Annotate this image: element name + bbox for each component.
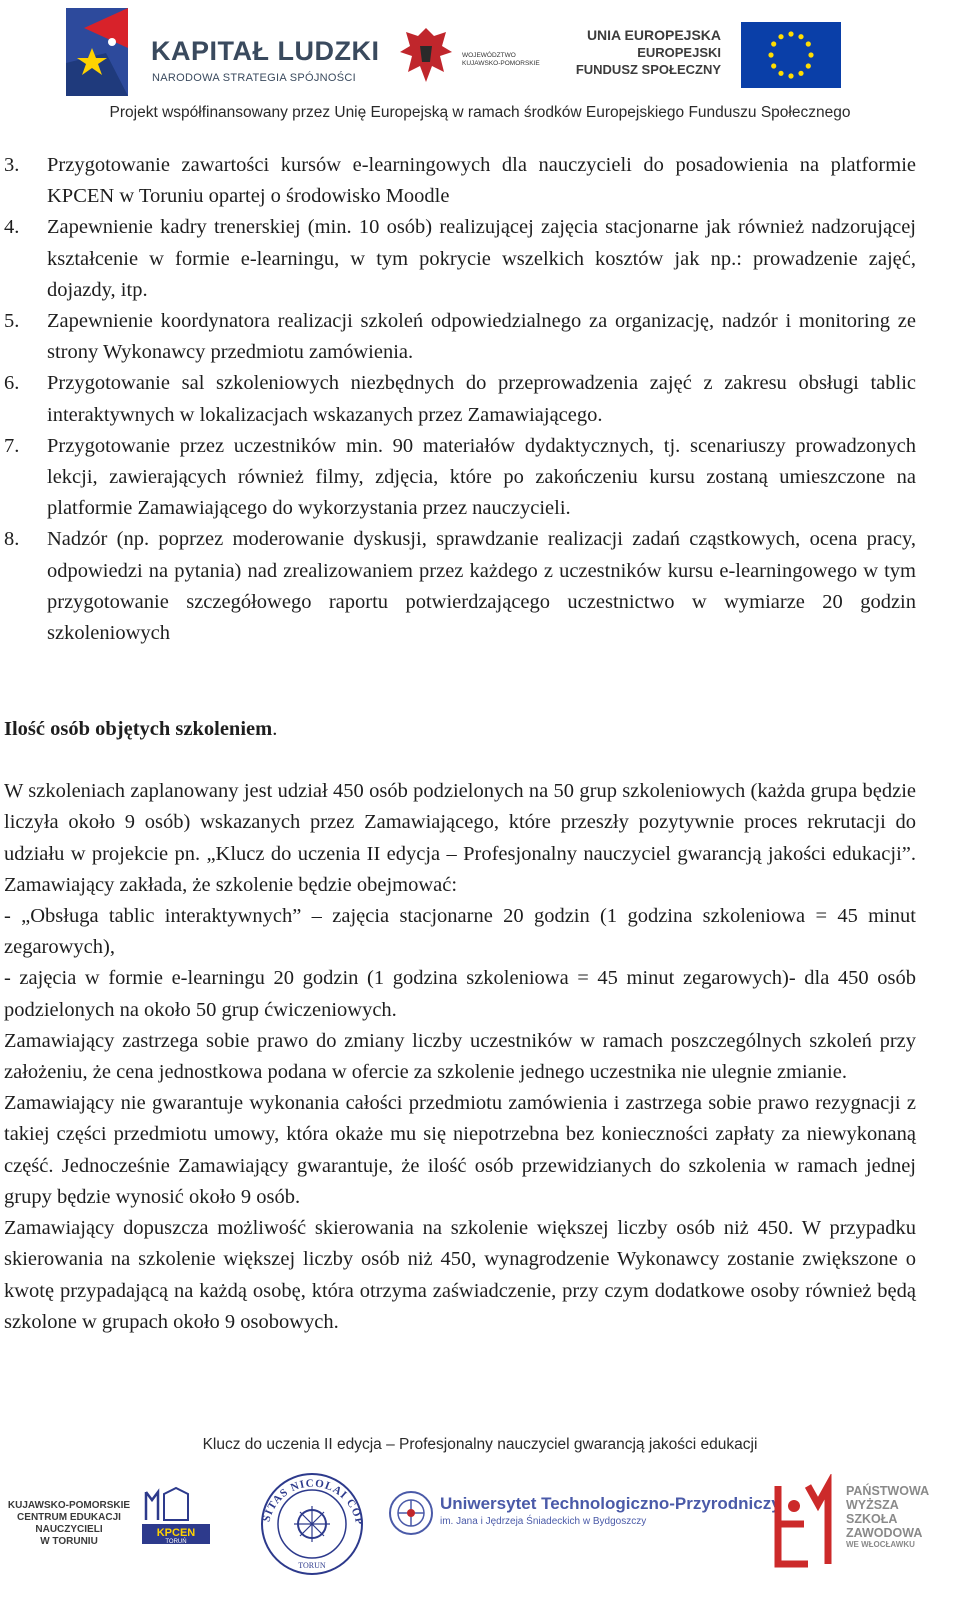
list-item bbox=[4, 368, 916, 430]
svg-text:TORUN: TORUN bbox=[298, 1561, 326, 1570]
list-item bbox=[4, 524, 916, 649]
utp-text: Uniwersytet Technologiczno-Przyrodniczy im. Jana i Jędrzeja Śniadeckich w Bydgoszczy bbox=[440, 1494, 781, 1527]
svg-text:UNIVERSITAS NICOLAI COPERNICI: SITAS NICOLAI COP bbox=[260, 1477, 366, 1527]
header-caption: Projekt współfinansowany przez Unię Europejską w ramach środków Europejskiego Funduszu Społecznego bbox=[109, 104, 851, 121]
list-number: 7. bbox=[4, 434, 20, 457]
kpcen-text-logo: KUJAWSKO-POMORSKIE CENTRUM EDUKACJI NAUCZYCIELI W TORUNIU bbox=[7, 1500, 131, 1547]
paragraph: Zamawiający zastrzega sobie prawo do zmiany liczby uczestników w ramach poszczególnych szkoleń przy założeniu, że cena jednostkowa podana w ofercie za szkolenie jednego uczestnika nie ulegnie zmianie. bbox=[4, 1029, 916, 1084]
list-text: Zapewnienie koordynatora realizacji szkoleń odpowiedzialnego za organizację, nadzór i monitoring ze strony Wykonawcy przedmiotu zamówienia. bbox=[47, 310, 916, 364]
kapital-ludzki-subtitle: NARODOWA STRATEGIA SPÓJNOŚCI bbox=[152, 72, 356, 84]
page-header bbox=[0, 0, 960, 132]
footer-caption: Klucz do uczenia II edycja – Profesjonalny nauczyciel gwarancją jakości edukacji bbox=[202, 1436, 758, 1453]
pwsz-emblem-icon bbox=[768, 1474, 842, 1584]
list-number: 3. bbox=[4, 154, 20, 176]
wojewodztwo-logo bbox=[396, 22, 566, 94]
unia-europejska-logo bbox=[575, 22, 841, 92]
list-item bbox=[4, 306, 916, 368]
list-text: Przygotowanie zawartości kursów e-learningowych dla nauczycieli do posadowienia na platformie KPCEN w Toruniu opartej o środowisko Moodle bbox=[47, 154, 916, 208]
utp-emblem-icon bbox=[388, 1490, 434, 1536]
paragraph: W szkoleniach zaplanowany jest udział 450 osób podzielonych na 50 grup szkoleniowych (każda grupa będzie liczyła około 9 osób) wskazanych przez Zamawiającego, które przeszły pozytywnie proces rekrutacji do udziału w projekcie pn. „Klucz do uczenia II edycja – Profesjonalny nauczyciel gwarancją jakości edukacji”. Zamawiający zakłada, że szkolenie będzie obejmować: bbox=[4, 780, 916, 896]
utp-logo bbox=[388, 1490, 434, 1541]
list-item bbox=[4, 431, 916, 525]
unia-europejska-text: UNIA EUROPEJSKA EUROPEJSKI FUNDUSZ SPOŁECZNY bbox=[575, 27, 721, 77]
wojewodztwo-eagle-icon bbox=[396, 22, 456, 92]
numbered-list bbox=[4, 150, 916, 649]
section-heading: Ilość osób objętych szkoleniem. bbox=[4, 718, 278, 741]
list-text: Przygotowanie przez uczestników min. 90 materiałów dydaktycznych, tj. scenariuszy prowadzonych lekcji, zawierających również filmy, zdjęcia, które po zakończeniu kursu zostaną umieszczone na platformie Zamawiającego do wykorzystania przez nauczycieli. bbox=[47, 434, 916, 520]
document-body bbox=[4, 150, 916, 1338]
list-text: Nadzór (np. poprzez moderowanie dyskusji, sprawdzanie realizacji zadań cząstkowych, ocena pracy, odpowiedzi na pytania) nad zrealizowaniem przez każdego z uczestników kursu e-learningowego w tym przygotowanie szczegółowego raportu potwierdzającego uczestnictwo w wymiarze 20 godzin szkoleniowych bbox=[47, 528, 916, 645]
list-number: 6. bbox=[4, 372, 20, 395]
umk-logo bbox=[255, 1462, 370, 1582]
kapital-ludzki-title: KAPITAŁ LUDZKI bbox=[151, 36, 380, 66]
umk-seal-icon bbox=[255, 1462, 370, 1577]
list-text: Zapewnienie kadry trenerskiej (min. 10 osób) realizującej zajęcia stacjonarne jak również nadzorującej kształcenie w formie e-learningu, w tym pokrycie wszelkich kosztów jak np.: prowadzenie zajęć, dojazdy, itp. bbox=[47, 216, 916, 301]
list-number: 5. bbox=[4, 310, 20, 333]
kpcen-emblem-icon bbox=[138, 1486, 214, 1546]
eu-flag-icon bbox=[741, 22, 841, 88]
svg-text:KPCEN: KPCEN bbox=[156, 1527, 196, 1539]
list-item bbox=[4, 150, 916, 212]
kapital-ludzki-emblem-icon bbox=[66, 8, 146, 98]
paragraph: - „Obsługa tablic interaktywnych” – zajęcia stacjonarne 20 godzin (1 godzina szkoleniowa = 45 minut zegarowych), bbox=[4, 905, 916, 959]
paragraph: Zamawiający dopuszcza możliwość skierowania na szkolenie większej liczby osób niż 450. W przypadku skierowania na szkolenie większej liczby osób niż 450, wynagrodzenie Wykonawcy zostanie zwiększone o kwotę przypadającą na każdą osobę, która otrzyma zaświadczenie, przy czym dodatkowe osoby również będą szkolone w grupach około 9 osobowych. bbox=[4, 1217, 916, 1333]
kapital-ludzki-logo bbox=[66, 8, 380, 98]
list-number: 4. bbox=[4, 216, 20, 239]
section-paragraphs bbox=[4, 776, 916, 1338]
page-footer bbox=[0, 1462, 960, 1611]
list-number: 8. bbox=[4, 528, 20, 551]
pwsz-text: PAŃSTWOWA WYŻSZA SZKOŁA ZAWODOWA WE WŁOCŁAWKU bbox=[846, 1484, 930, 1549]
svg-text:TORUŃ: TORUŃ bbox=[165, 1539, 187, 1545]
list-item bbox=[4, 212, 916, 306]
pwsz-logo bbox=[768, 1474, 842, 1589]
paragraph: - zajęcia w formie e-learningu 20 godzin (1 godzina szkoleniowa = 45 minut zegarowych)- dla 450 osób podzielonych na około 50 grup ćwiczeniowych. bbox=[4, 967, 916, 1021]
paragraph: Zamawiający nie gwarantuje wykonania całości przedmiotu zamówienia i zastrzega sobie prawo rezygnacji z takiej części przedmiotu umowy, która okaże mu się niepotrzebna bez konieczności zapłaty za niewykonaną część. Jednocześnie Zamawiający gwarantuje, że ilość osób przewidzianych do szkolenia w ramach jednej grupy będzie wynosić około 9 osób. bbox=[4, 1092, 916, 1208]
list-text: Przygotowanie sal szkoleniowych niezbędnych do przeprowadzenia zajęć z zakresu obsługi tablic interaktywnych w lokalizacjach wskazanych przez Zamawiającego. bbox=[47, 372, 916, 426]
wojewodztwo-text: WOJEWÓDZTWO KUJAWSKO-POMORSKIE bbox=[462, 52, 540, 67]
kpcen-logo bbox=[138, 1486, 214, 1551]
